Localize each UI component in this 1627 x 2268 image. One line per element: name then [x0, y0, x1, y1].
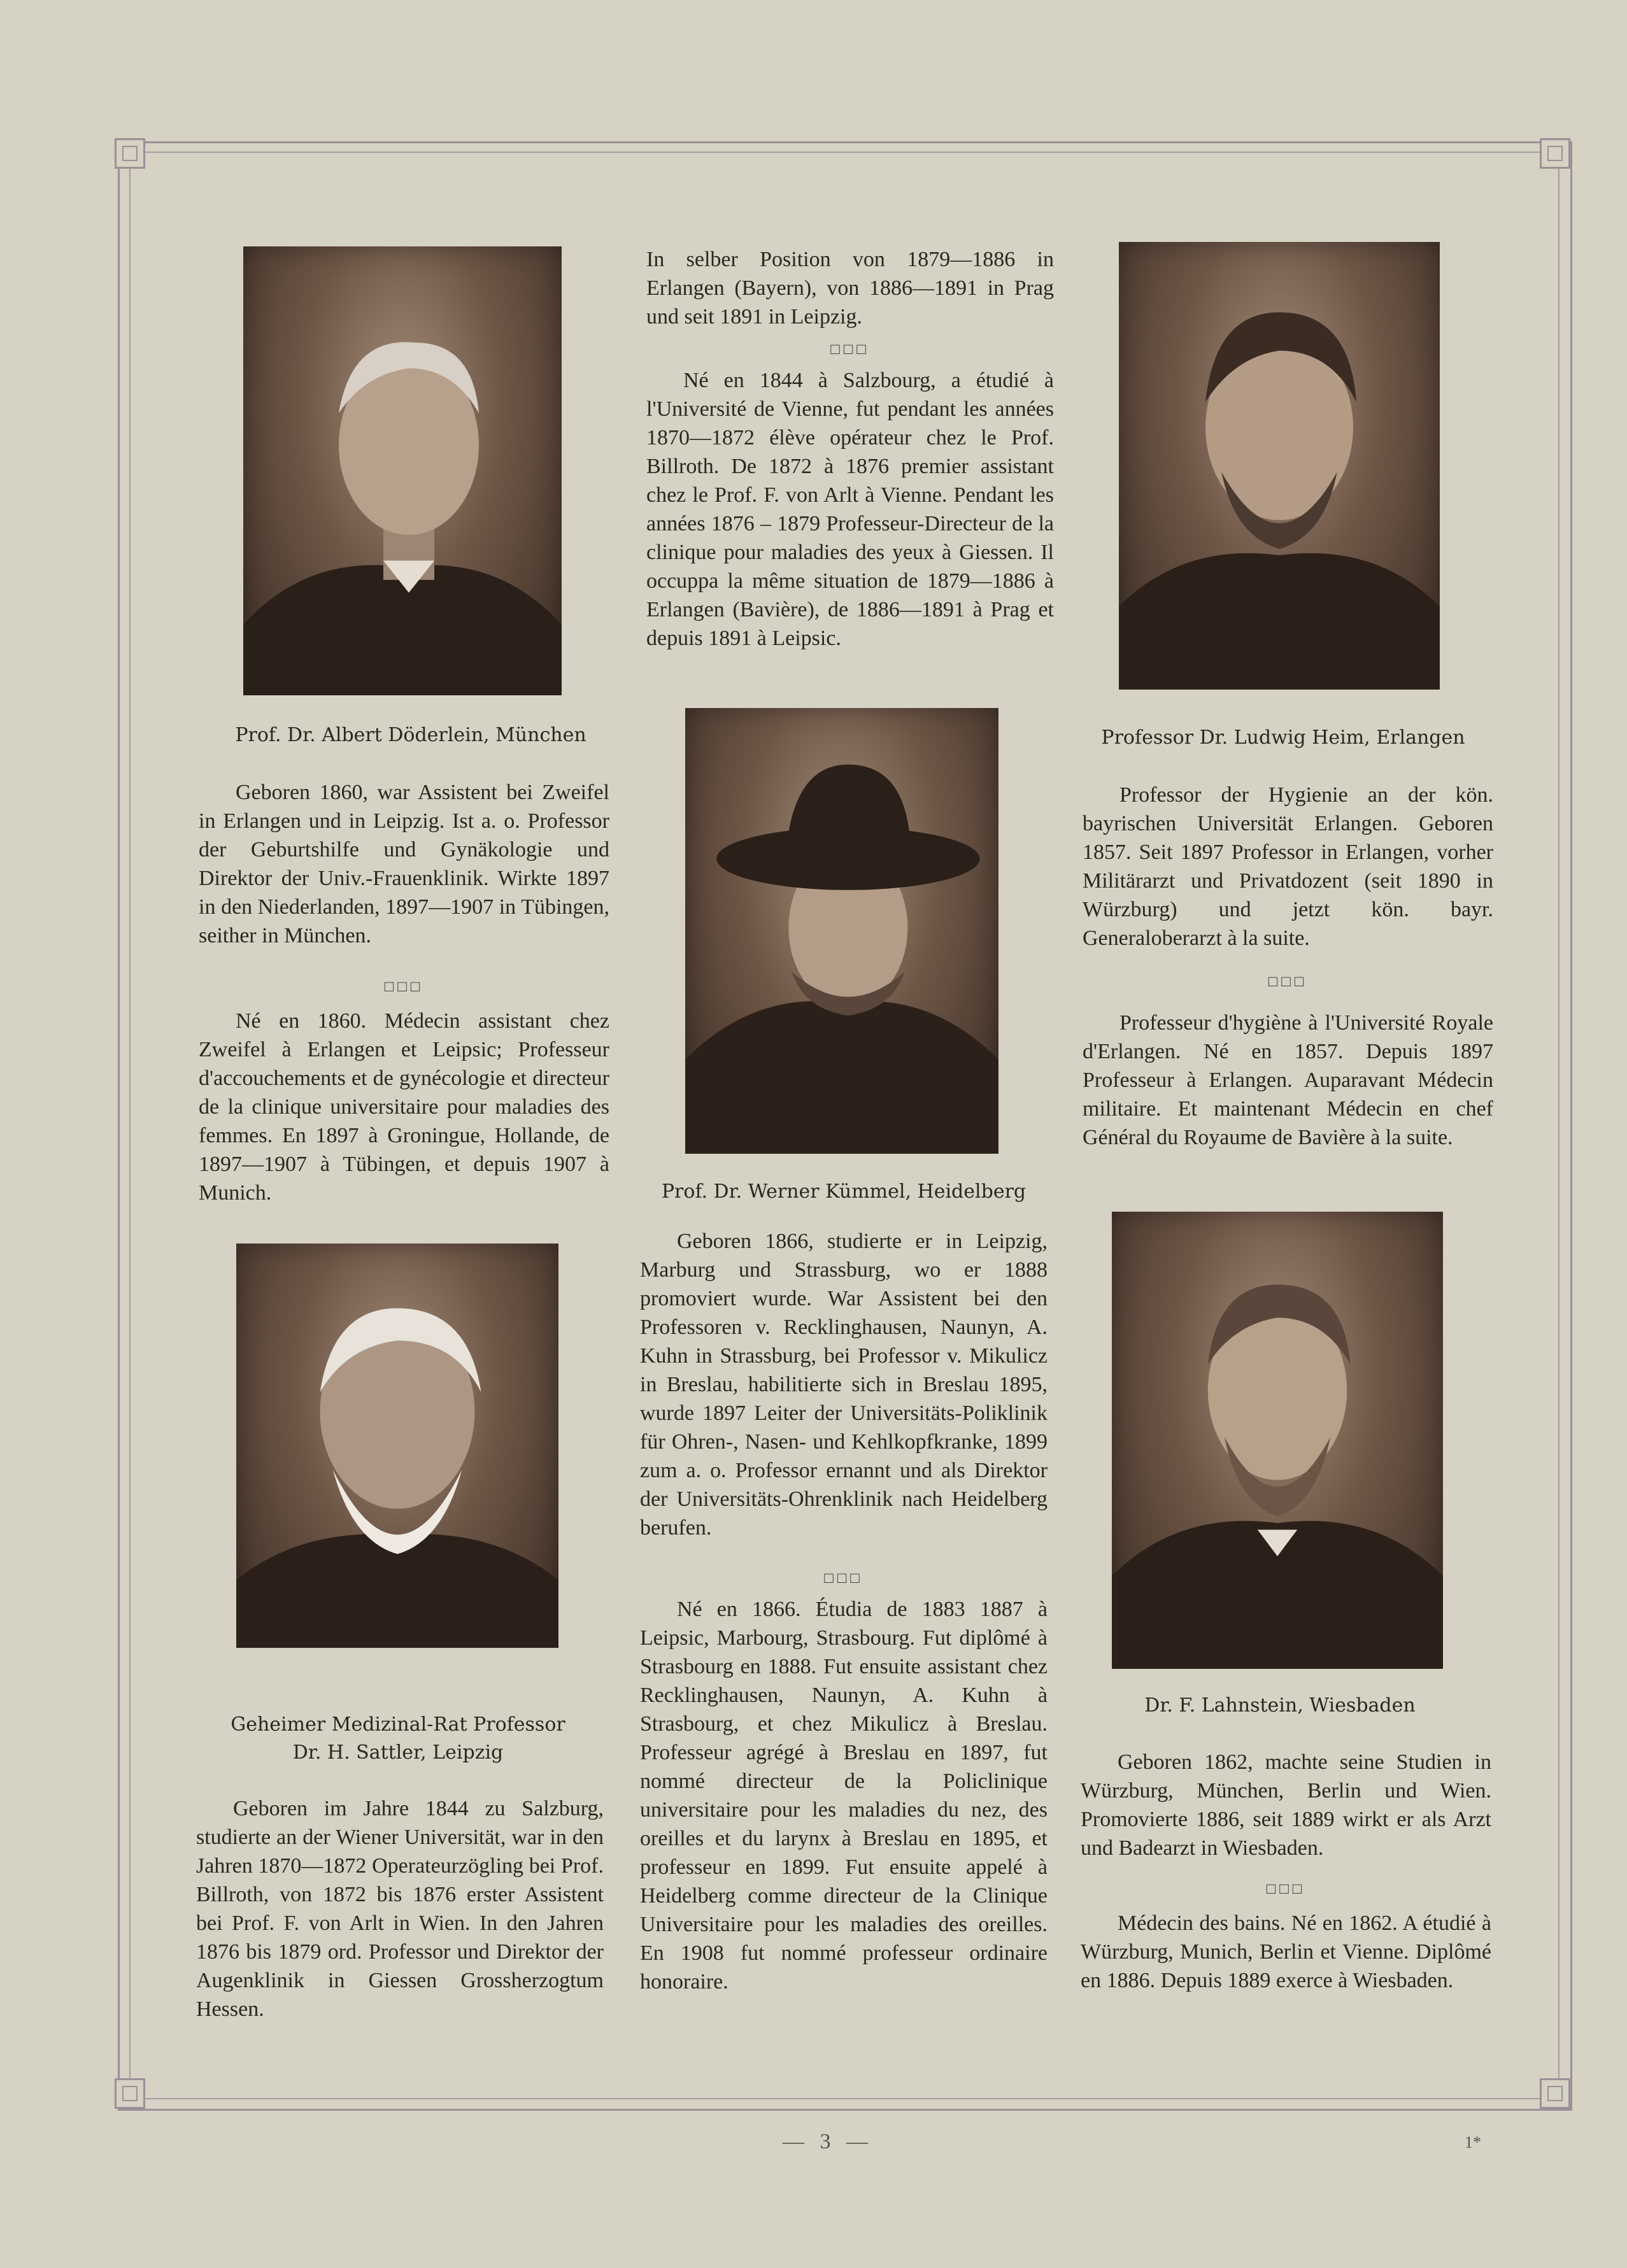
separator-heim: □□□ — [1268, 974, 1308, 990]
separator-kuemmel: □□□ — [824, 1570, 863, 1587]
text-kuemmel-fr — [640, 1595, 1048, 1996]
text-sattler-fr — [646, 366, 1054, 653]
corner-ornament-bottom-left — [115, 2078, 145, 2109]
separator-sattler: □□□ — [830, 341, 870, 358]
paragraph: Geboren 1860, war Assistent bei Zweifel in Erlangen und in Leipzig. Ist a. o. Professor der Geburtshilfe und Gynäkologie und Direktor der Univ.-Frauenklinik. Wirkte 1897 in den Niederlanden, 1897—1907 in Tübingen, seither in München. — [199, 781, 609, 947]
text-kuemmel-de — [640, 1227, 1048, 1542]
signature-mark: 1* — [1465, 2133, 1481, 2151]
text-heim-fr — [1083, 1009, 1493, 1152]
paragraph: Geboren im Jahre 1844 zu Salzburg, studierte an der Wiener Universität, war in den Jahren 1870—1872 Operateurzögling bei Prof. Billroth, von 1872 bis 1876 erster Assistent bei Prof. F. von Arlt in Wien. In den Jahren 1876 bis 1879 ord. Professor und Direktor der Augenklinik in Giessen Grossherzogtum Hessen. — [196, 1797, 604, 2021]
text-sattler-de — [196, 1794, 604, 2023]
paragraph: Né en 1844 à Salzbourg, a étudié à l'Université de Vienne, fut pendant les années 1870—1872 élève opérateur chez le Prof. Billroth. De 1872 à 1876 premier assistant chez le Prof. F. von Arlt à Vienne. Pendant les années 1876 – 1879 Professeur-Directeur de la clinique pour maladies des yeux à Giessen. Il occuppa la même situation de 1879—1886 à Erlangen (Bavière), de 1886—1891 à Prag et depuis 1891 à Leipsic. — [646, 369, 1054, 650]
text-lahnstein-de — [1081, 1748, 1491, 1862]
text-doederlein-de — [199, 778, 609, 950]
portrait-lahnstein — [1112, 1212, 1443, 1669]
paragraph: Geboren 1862, machte seine Studien in Würzburg, München, Berlin und Wien. Promovierte 1886, seit 1889 wirkt er als Arzt und Badearzt in Wiesbaden. — [1081, 1750, 1491, 1860]
text-heim-de — [1083, 781, 1493, 953]
separator-lahnstein: □□□ — [1266, 1881, 1306, 1897]
text-lahnstein-fr — [1081, 1909, 1491, 1995]
separator-doederlein: □□□ — [384, 979, 424, 995]
portrait-kuemmel — [685, 708, 998, 1154]
caption-doederlein: Prof. Dr. Albert Döderlein, München — [235, 724, 586, 746]
paragraph: In selber Position von 1879—1886 in Erlangen (Bayern), von 1886—1891 in Prag und seit 1891 in Leipzig. — [646, 248, 1054, 329]
paragraph: Né en 1860. Médecin assistant chez Zweifel à Erlangen et Leipsic; Professeur d'accouchements et de gynécologie et directeur de la clinique universitaire pour maladies des femmes. En 1897 à Groningue, Hollande, de 1897—1907 à Tübingen, et depuis 1907 à Munich. — [199, 1009, 609, 1205]
paragraph: Professeur d'hygiène à l'Université Royale d'Erlangen. Né en 1857. Depuis 1897 Professeur à Erlangen. Auparavant Médecin militaire. Et maintenant Médecin en chef Général du Royaume de Bavière à la suite. — [1083, 1011, 1493, 1149]
corner-ornament-top-right — [1540, 138, 1570, 169]
corner-ornament-top-left — [115, 138, 145, 169]
text-doederlein-fr — [199, 1007, 609, 1207]
portrait-doederlein — [243, 246, 562, 695]
text-sattler-cont-de — [646, 245, 1054, 331]
paragraph: Geboren 1866, studierte er in Leipzig, Marburg und Strassburg, wo er 1888 promoviert wurde. War Assistent bei den Professoren v. Recklinghausen, Naunyn, A. Kuhn in Strassburg, bei Professor v. Mikulicz in Breslau, habilitierte sich in Breslau 1895, wurde 1897 Leiter der Universitäts-Poliklinik für Ohren-, Nasen- und Kehlkopfkranke, 1899 zum a. o. Professor ernannt und als Direktor der Universitäts-Ohrenklinik nach Heidelberg berufen. — [640, 1230, 1048, 1540]
page-number: — 3 — — [783, 2130, 873, 2153]
paragraph: Né en 1866. Étudia de 1883 1887 à Leipsic, Marbourg, Strasbourg. Fut diplômé à Strasbourg en 1888. Fut ensuite assistant chez Recklinghausen, Naunyn, A. Kuhn à Strasbourg, et chez Mikulicz à Breslau. Professeur agrégé à Breslau en 1897, fut nommé directeur de la Policlinique universitaire pour les maladies du nez, des oreilles et du larynx à Breslau en 1895, et professeur en 1899. Fut ensuite appelé à Heidelberg comme directeur de la Clinique Universitaire pour les maladies des oreilles. En 1908 fut nommé professeur ordinaire honoraire. — [640, 1598, 1048, 1994]
paragraph: Médecin des bains. Né en 1862. A étudié à Würzburg, Munich, Berlin et Vienne. Diplômé en 1886. Depuis 1889 exerce à Wiesbaden. — [1081, 1911, 1491, 1992]
corner-ornament-bottom-right — [1540, 2078, 1570, 2109]
caption-sattler-line1: Geheimer Medizinal-Rat Professor — [231, 1713, 565, 1736]
portrait-heim — [1119, 242, 1440, 690]
portrait-sattler — [236, 1244, 558, 1648]
caption-sattler-line2: Dr. H. Sattler, Leipzig — [292, 1741, 504, 1764]
caption-lahnstein: Dr. F. Lahnstein, Wiesbaden — [1144, 1694, 1416, 1717]
paragraph: Professor der Hygienie an der kön. bayrischen Universität Erlangen. Geboren 1857. Seit 1897 Professor in Erlangen, vorher Militärarzt und Privatdozent (seit 1890 in Würzburg) und jetzt kön. bayr. Generaloberarzt à la suite. — [1083, 783, 1493, 950]
caption-heim: Professor Dr. Ludwig Heim, Erlangen — [1101, 726, 1465, 749]
caption-kuemmel: Prof. Dr. Werner Kümmel, Heidelberg — [661, 1180, 1027, 1203]
